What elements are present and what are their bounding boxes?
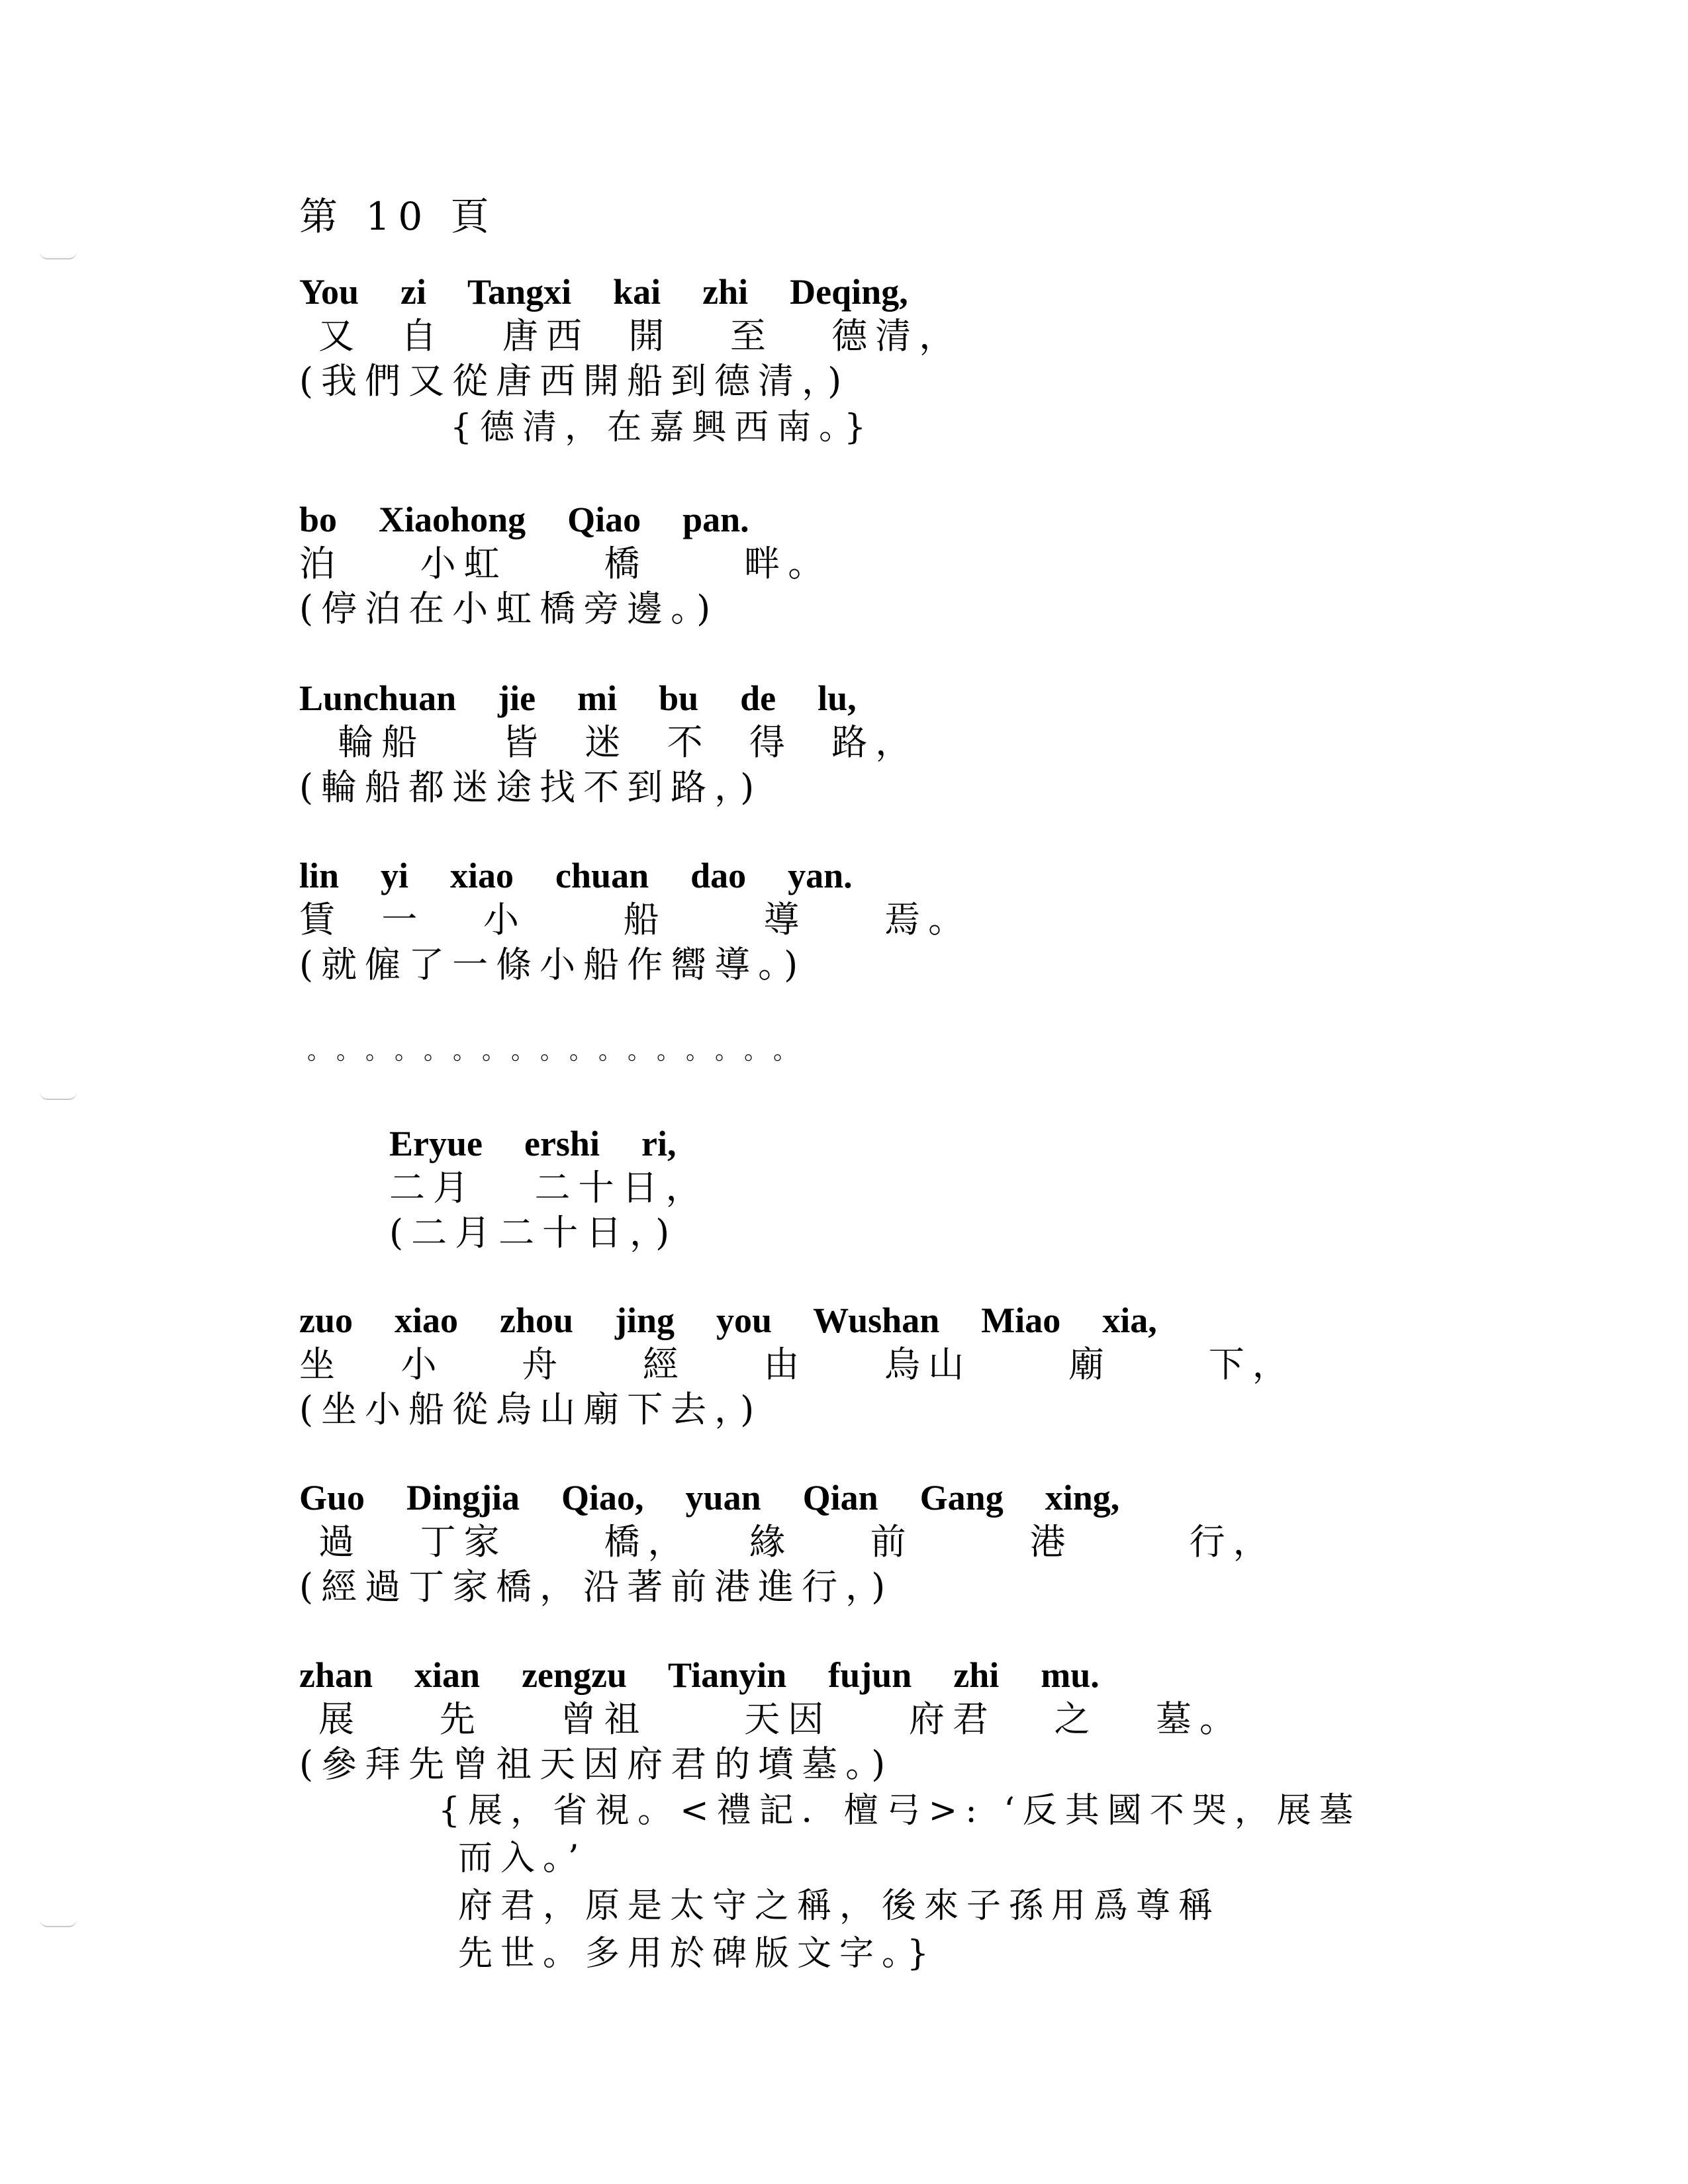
translation-line: (參拜先曾祖天因府君的墳墓。) [299, 1743, 894, 1785]
hanzi-line: 泊 小虹 橋 畔。 [299, 543, 832, 584]
pinyin-line: bo Xiaohong Qiao pan. [299, 500, 749, 539]
translation-line: (停泊在小虹橋旁邊。) [299, 588, 719, 629]
pinyin-line: Eryue ershi ri, [389, 1124, 677, 1163]
hanzi-line: 輪船 皆 迷 不 得 路， [299, 721, 919, 763]
margin-mark [40, 1092, 77, 1100]
pinyin-line: zhan xian zengzu Tianyin fujun zhi mu. [299, 1655, 1100, 1695]
pinyin-line: zuo xiao zhou jing you Wushan Miao xia, [299, 1300, 1157, 1340]
page-header: 第 10 頁 [299, 194, 497, 239]
hanzi-line: 坐 小 舟 經 由 烏山 廟 下， [299, 1343, 1296, 1385]
final-annotation [438, 1787, 1362, 1978]
pinyin-line: Lunchuan jie mi bu de lu, [299, 678, 857, 718]
translation-line: (我們又從唐西開船到德清，) [299, 360, 850, 402]
pinyin-line: lin yi xiao chuan dao yan. [299, 856, 853, 895]
translation-line: (就僱了一條小船作嚮導。) [299, 944, 806, 985]
stanza-5 [299, 1298, 1296, 1432]
stanza-4 [299, 854, 972, 987]
hanzi-line: 又 自 唐西 開 至 德清， [299, 315, 963, 357]
stanza-3 [299, 676, 919, 810]
translation-line: (經過丁家橋，沿著前港進行，) [299, 1566, 894, 1608]
pinyin-line: Guo Dingjia Qiao, yuan Qian Gang xing, [299, 1478, 1120, 1518]
dotted-separator: 。。。。。。。。。。。。。。。。。 [307, 1038, 815, 1065]
translation-line: (坐小船從烏山廟下去，) [299, 1388, 763, 1430]
margin-mark [40, 251, 77, 259]
annotation-line: {德清，在嘉興西南。} [450, 408, 874, 447]
hanzi-line: 過 丁家 橋， 緣 前 港 行， [299, 1521, 1277, 1563]
translation-line: (輪船都迷途找不到路，) [299, 766, 763, 808]
annotation-line: 先世。多用於碑版文字。} [458, 1934, 937, 1974]
pinyin-line: You zi Tangxi kai zhi Deqing, [299, 272, 908, 312]
annotation-line: {展，省視。<禮記．檀弓>: ‘反其國不哭，展墓 [438, 1791, 1362, 1831]
margin-mark [40, 1919, 77, 1927]
hanzi-line: 展 先 曾祖 天因 府君 之 墓。 [299, 1698, 1243, 1740]
stanza-6 [299, 1476, 1277, 1610]
translation-line: (二月二十日，) [389, 1212, 678, 1253]
date-stanza [389, 1122, 710, 1255]
stanza-1 [299, 270, 962, 451]
annotation-line: 而入。’ [458, 1839, 587, 1878]
stanza-7 [299, 1653, 1243, 1787]
hanzi-line: 賃 一 小 船 導 焉。 [299, 899, 972, 940]
annotation-line: 府君，原是太守之稱，後來子孫用爲尊稱 [458, 1886, 1221, 1926]
stanza-2 [299, 498, 831, 631]
hanzi-line: 二月 二十日， [389, 1167, 710, 1208]
